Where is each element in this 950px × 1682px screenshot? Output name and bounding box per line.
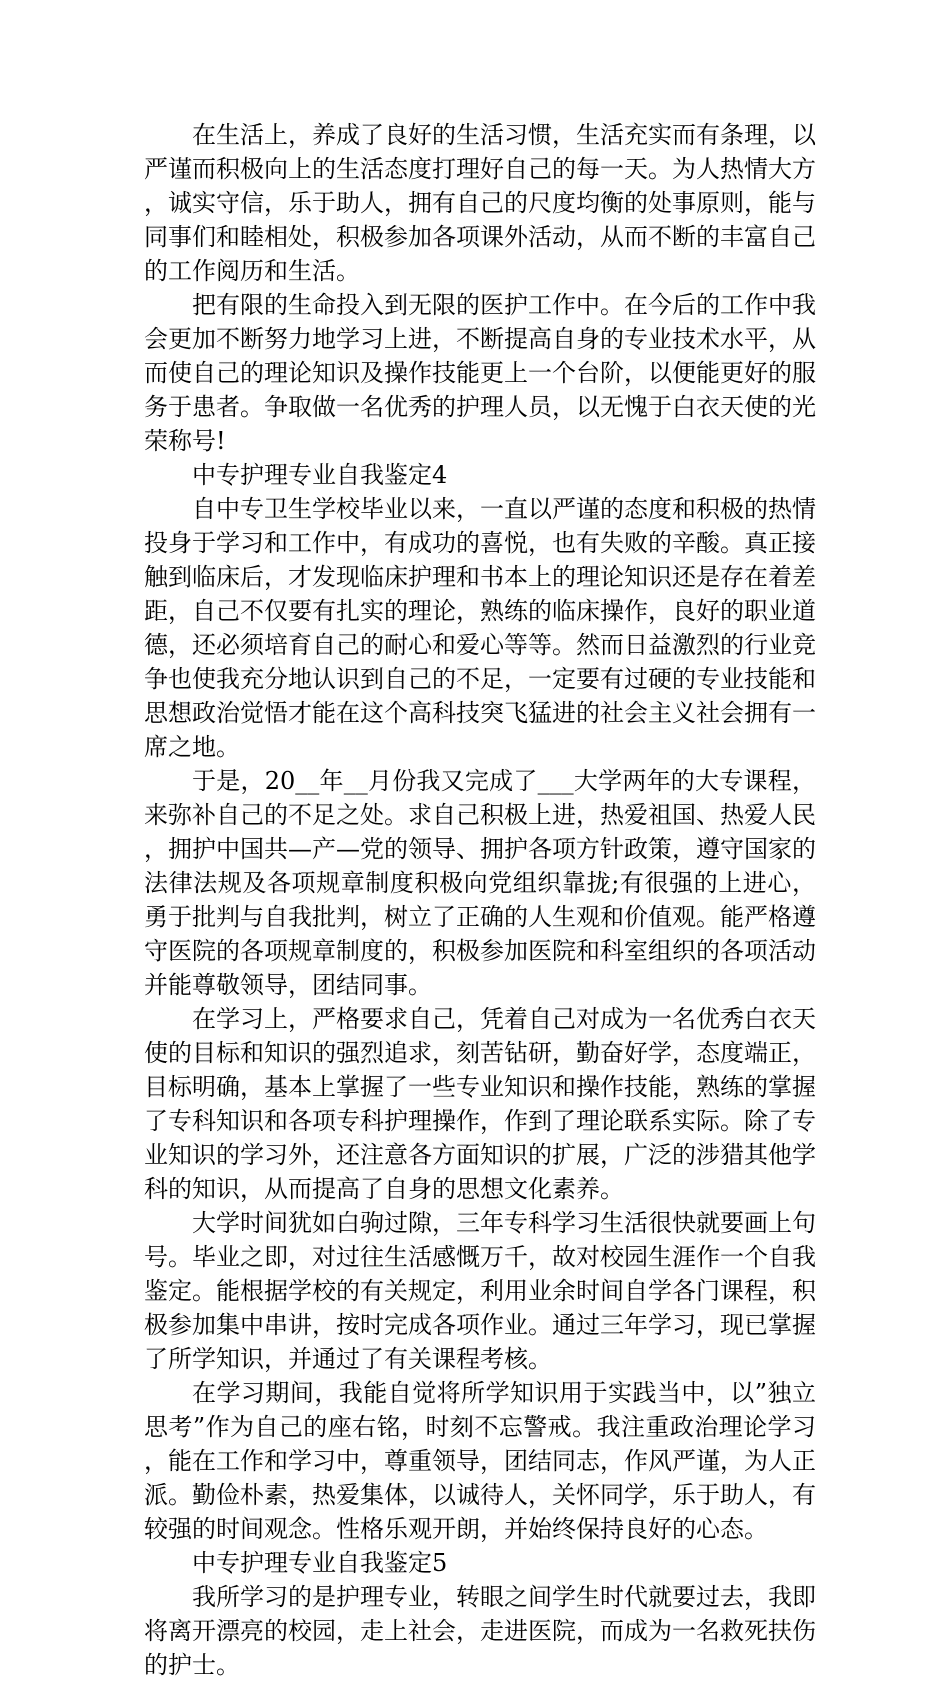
paragraph-university-time: 大学时间犹如白驹过隙，三年专科学习生活很快就要画上句号。毕业之即，对过往生活感慨万千，故对校园生涯作一个自我鉴定。能根据学校的有关规定，利用业余时间自学各门课程，积极参加集中串讲，按时完成各项作业。通过三年学习，现已掌握了所学知识，并通过了有关课程考核。	[144, 1209, 816, 1373]
document-body	[144, 118, 816, 1682]
paragraph-study-period: 在学习期间，我能自觉将所学知识用于实践当中，以”独立思考”作为自己的座右铭，时刻不忘警戒。我注重政治理论学习，能在工作和学习中，尊重领导，团结同志，作风严谨，为人正派。勤俭朴素，热爱集体，以诚待人，关怀同学，乐于助人，有较强的时间观念。性格乐观开朗，并始终保持良好的心态。	[144, 1379, 816, 1543]
paragraph-life-habits: 在生活上，养成了良好的生活习惯，生活充实而有条理，以严谨而积极向上的生活态度打理好自己的每一天。为人热情大方，诚实守信，乐于助人，拥有自己的尺度均衡的处事原则，能与同事们和睦相处，积极参加各项课外活动，从而不断的丰富自己的工作阅历和生活。	[144, 121, 816, 285]
section-heading-5: 中专护理专业自我鉴定5	[192, 1549, 448, 1577]
paragraph-study-attitude: 在学习上，严格要求自己，凭着自己对成为一名优秀白衣天使的目标和知识的强烈追求，刻苦钻研，勤奋好学，态度端正，目标明确，基本上掌握了一些专业知识和操作技能，熟练的掌握了专科知识和各项专科护理操作，作到了理论联系实际。除了专业知识的学习外，还注意各方面知识的扩展，广泛的涉猎其他学科的知识，从而提高了自身的思想文化素养。	[144, 1005, 816, 1203]
paragraph-college-course: 于是，20__年__月份我又完成了___大学两年的大专课程，来弥补自己的不足之处。求自己积极上进，热爱祖国、热爱人民，拥护中国共—产—党的领导、拥护各项方针政策，遵守国家的法律法规及各项规章制度积极向党组织靠拢;有很强的上进心，勇于批判与自我批判，树立了正确的人生观和价值观。能严格遵守医院的各项规章制度的，积极参加医院和科室组织的各项活动并能尊敬领导，团结同事。	[144, 767, 816, 999]
section-heading-4: 中专护理专业自我鉴定4	[192, 461, 448, 489]
paragraph-nursing-major: 我所学习的是护理专业，转眼之间学生时代就要过去，我即将离开漂亮的校园，走上社会，走进医院，而成为一名救死扶伤的护士。	[144, 1583, 816, 1679]
paragraph-since-graduation: 自中专卫生学校毕业以来，一直以严谨的态度和积极的热情投身于学习和工作中，有成功的喜悦，也有失败的辛酸。真正接触到临床后，才发现临床护理和书本上的理论知识还是存在着差距，自己不仅要有扎实的理论，熟练的临床操作，良好的职业道德，还必须培育自己的耐心和爱心等等。然而日益激烈的行业竞争也使我充分地认识到自己的不足，一定要有过硬的专业技能和思想政治觉悟才能在这个高科技突飞猛进的社会主义社会拥有一席之地。	[144, 495, 816, 761]
paragraph-medical-career: 把有限的生命投入到无限的医护工作中。在今后的工作中我会更加不断努力地学习上进，不断提高自身的专业技术水平，从而使自己的理论知识及操作技能更上一个台阶，以便能更好的服务于患者。争取做一名优秀的护理人员，以无愧于白衣天使的光荣称号!	[144, 291, 816, 455]
